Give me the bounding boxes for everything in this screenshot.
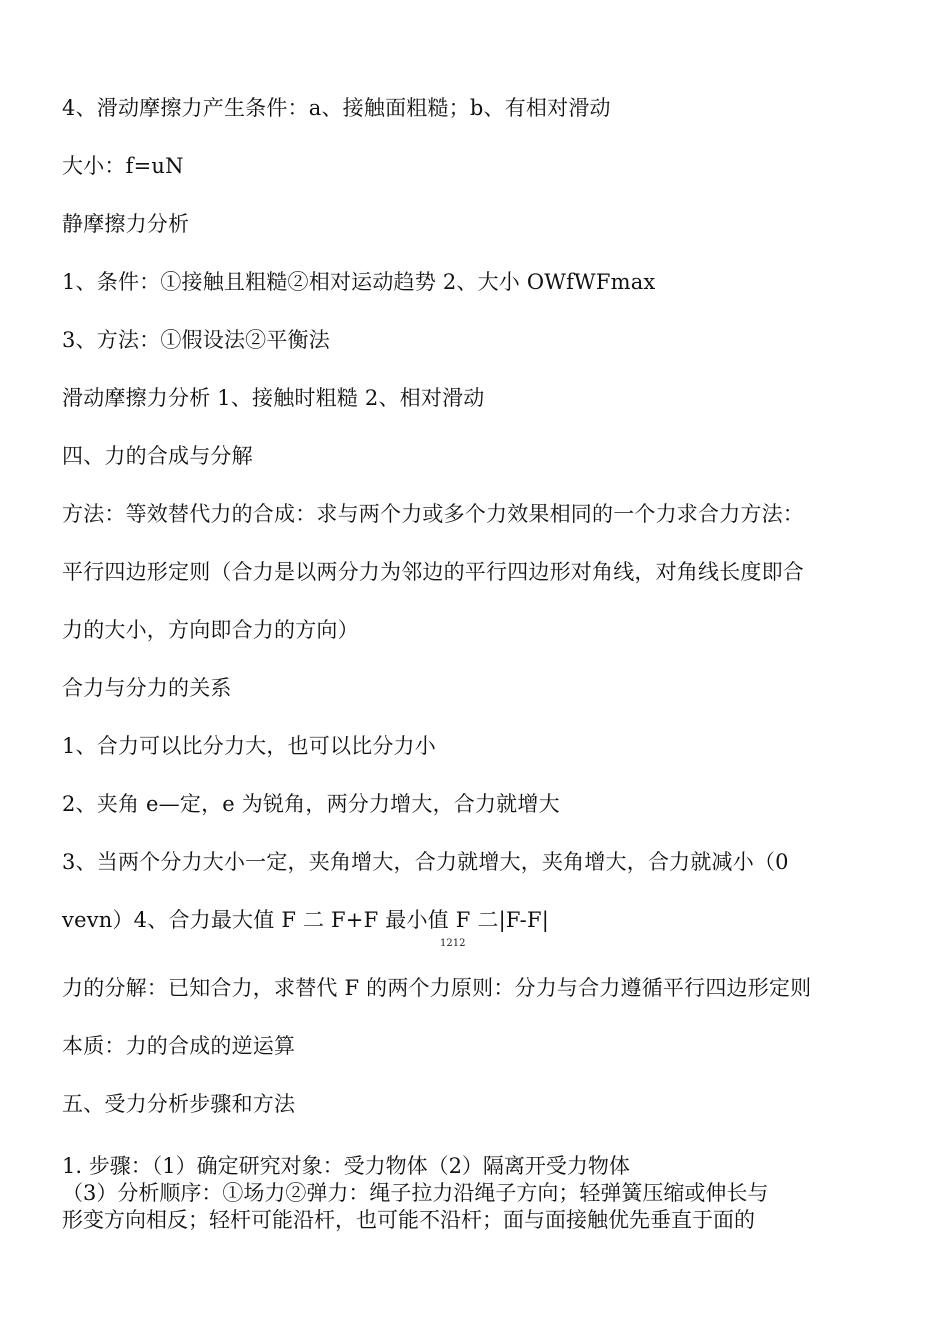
text-line: 3、方法：①假设法②平衡法 <box>62 328 330 352</box>
text-line: vevn）4、合力最大值 F 二 F+F 最小值 F 二|F-F| <box>62 908 550 932</box>
text-line: 2、夹角 e—定，e 为锐角，两分力增大，合力就增大 <box>62 792 560 816</box>
text-line: 1、条件：①接触且粗糙②相对运动趋势 2、大小 OWfWFmax <box>62 270 656 294</box>
subscript-note: 1212 <box>440 938 466 949</box>
section-heading: 四、力的合成与分解 <box>62 444 253 468</box>
text-line: 力的分解：已知合力，求替代 F 的两个力原则：分力与合力遵循平行四边形定则 <box>62 976 812 1000</box>
text-line: 大小：f=uN <box>62 154 184 178</box>
text-line: 滑动摩擦力分析 1、接触时粗糙 2、相对滑动 <box>62 386 485 410</box>
paragraph-line: 形变方向相反；轻杆可能沿杆，也可能不沿杆；面与面接触优先垂直于面的 <box>62 1208 755 1232</box>
steps-paragraph <box>62 1153 892 1234</box>
text-line: 平行四边形定则（合力是以两分力为邻边的平行四边形对角线，对角线长度即合 <box>62 560 804 584</box>
text-line: 4、滑动摩擦力产生条件：a、接触面粗糙；b、有相对滑动 <box>62 96 611 120</box>
paragraph-line: （3）分析顺序：①场力②弹力：绳子拉力沿绳子方向；轻弹簧压缩或伸长与 <box>62 1181 769 1205</box>
section-heading: 静摩擦力分析 <box>62 212 190 236</box>
text-line: 力的大小，方向即合力的方向） <box>62 618 359 642</box>
text-line: 本质：力的合成的逆运算 <box>62 1034 296 1058</box>
paragraph-line: 1. 步骤：（1）确定研究对象：受力物体（2）隔离开受力物体 <box>62 1154 630 1178</box>
text-line: 方法：等效替代力的合成：求与两个力或多个力效果相同的一个力求合力方法： <box>62 502 804 526</box>
text-line: 1、合力可以比分力大，也可以比分力小 <box>62 734 436 758</box>
section-heading: 合力与分力的关系 <box>62 676 232 700</box>
text-line: 3、当两个分力大小一定，夹角增大，合力就增大，夹角增大，合力就减小（0 <box>62 850 789 874</box>
section-heading: 五、受力分析步骤和方法 <box>62 1092 296 1116</box>
